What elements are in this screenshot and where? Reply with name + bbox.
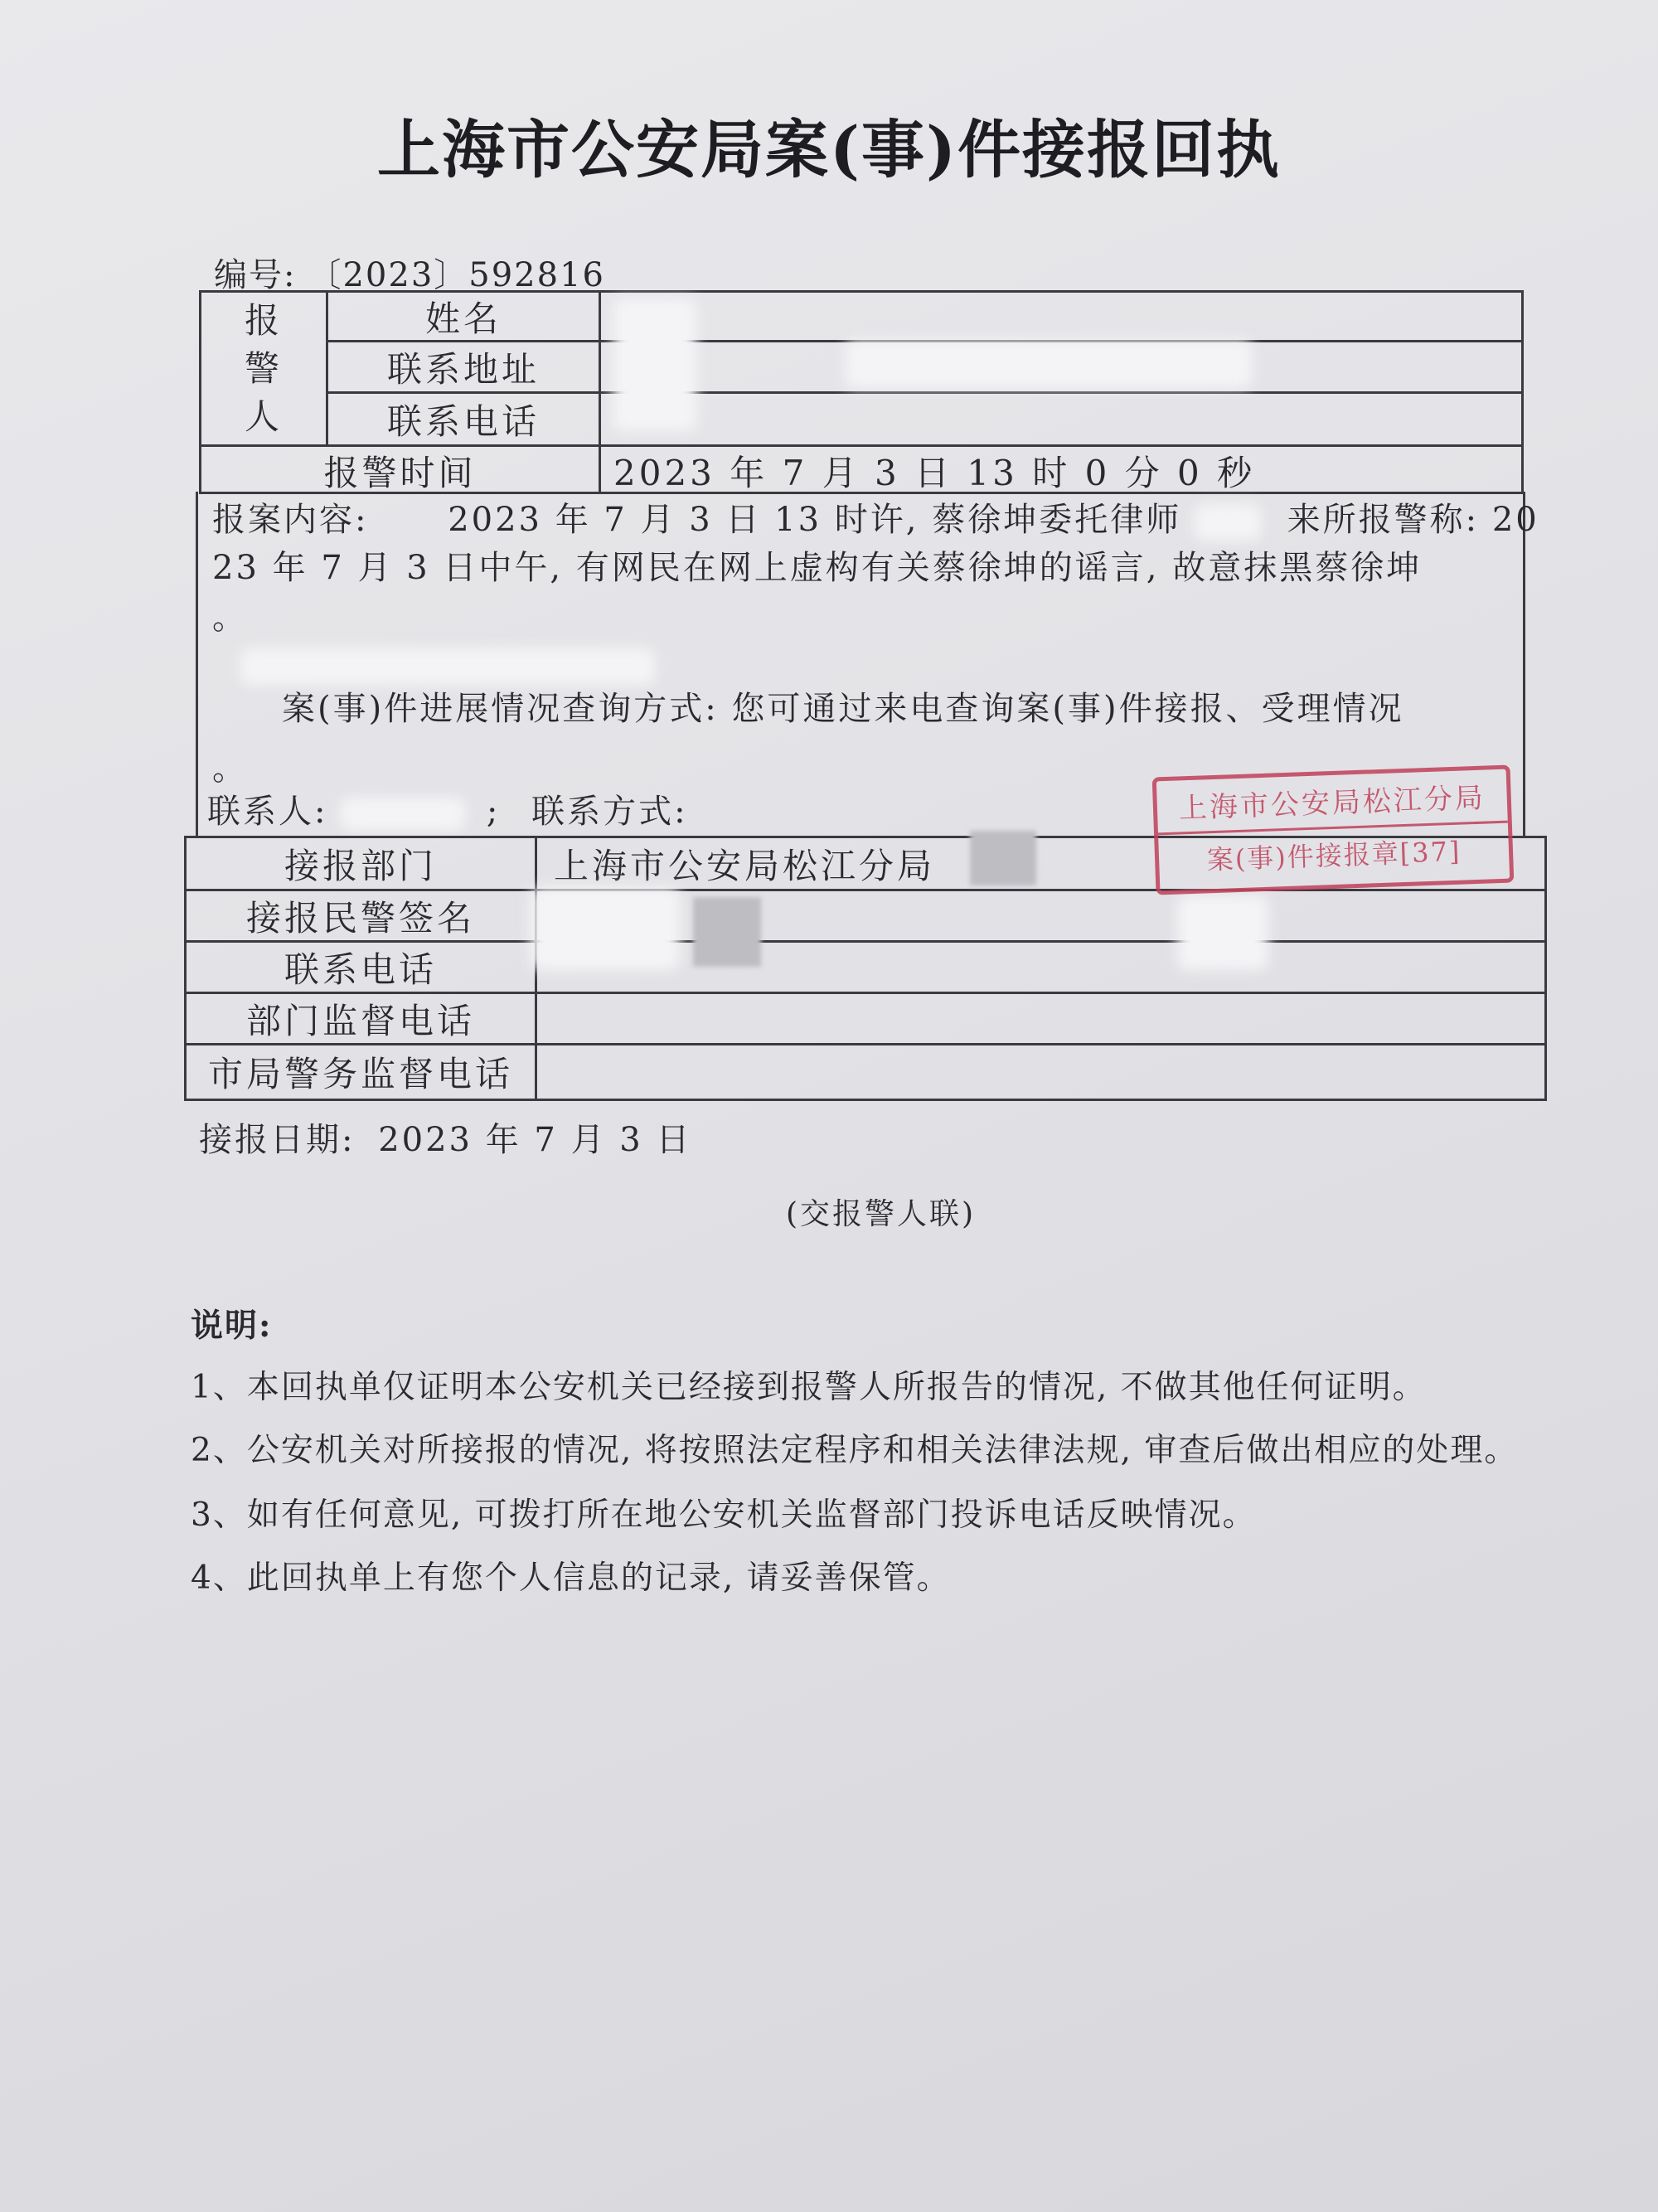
receive-date (199, 1116, 691, 1164)
note-item-2: 2、公安机关对所接报的情况, 将按照法定程序和相关法律法规, 审查后做出相应的处理。 (191, 1432, 1519, 1469)
copy-note: (交报警人联) (786, 1197, 977, 1231)
dept-supervision-label: 部门监督电话 (245, 1000, 475, 1041)
contact-method-label: 联系方式: (531, 793, 688, 831)
report-time-label: 报警时间 (323, 452, 477, 493)
serial-value: 〔2023〕592816 (308, 256, 605, 294)
city-supervision-label: 市局警务监督电话 (207, 1054, 513, 1094)
redacted-reporter-info (613, 298, 696, 431)
official-stamp: 上海市公安局松江分局 案(事)件接报章[37] (1152, 765, 1515, 895)
officer-signature-label: 接报民警签名 (245, 897, 475, 939)
content-line-3: 。 (212, 599, 248, 637)
document-title: 上海市公安局案(事)件接报回执 (377, 113, 1281, 187)
serial-label: 编号: (214, 256, 297, 294)
serial-number (214, 249, 617, 296)
address-label: 联系地址 (386, 348, 540, 390)
receive-date-value: 2023 年 7 月 3 日 (378, 1121, 692, 1159)
redacted-contact (341, 798, 465, 831)
dept-phone-label: 联系电话 (284, 948, 437, 990)
report-time-value: 2023 年 7 月 3 日 13 时 0 分 0 秒 (613, 452, 1256, 493)
content-label: 报案内容: (212, 501, 369, 539)
dept-value: 上海市公安局松江分局 (554, 845, 936, 886)
note-item-4: 4、此回执单上有您个人信息的记录, 请妥善保管。 (191, 1560, 951, 1597)
query-method-text: 案(事)件进展情况查询方式: 您可通过来电查询案(事)件接报、受理情况 (282, 690, 1404, 728)
query-end: 。 (212, 749, 248, 788)
name-label: 姓名 (424, 298, 502, 339)
dept-label: 接报部门 (284, 845, 437, 886)
contact-line: 联系人: ; 联系方式: (207, 793, 688, 831)
notes-title: 说明: (191, 1307, 273, 1345)
phone-label: 联系电话 (386, 400, 540, 442)
receive-date-label: 接报日期: (199, 1121, 356, 1159)
content-line-1: 报案内容: 2023 年 7 月 3 日 13 时许, 蔡徐坤委托律师 来所报警称: 20 (212, 501, 1539, 539)
contact-person-label: 联系人: (207, 793, 328, 831)
note-item-1: 1、本回执单仅证明本公安机关已经接到报警人所报告的情况, 不做其他任何证明。 (191, 1369, 1427, 1406)
reporter-group-label: 报 警 人 (244, 299, 283, 437)
redacted-lawyer-name (1195, 504, 1261, 541)
redacted-officer-signature (531, 887, 680, 970)
redacted-dept-extra (970, 831, 1036, 885)
note-item-3: 3、如有任何意见, 可拨打所在地公安机关监督部门投诉电话反映情况。 (191, 1496, 1257, 1534)
content-line-2: 23 年 7 月 3 日中午, 有网民在网上虚构有关蔡徐坤的谣言, 故意抹黑蔡徐坤 (212, 549, 1423, 587)
